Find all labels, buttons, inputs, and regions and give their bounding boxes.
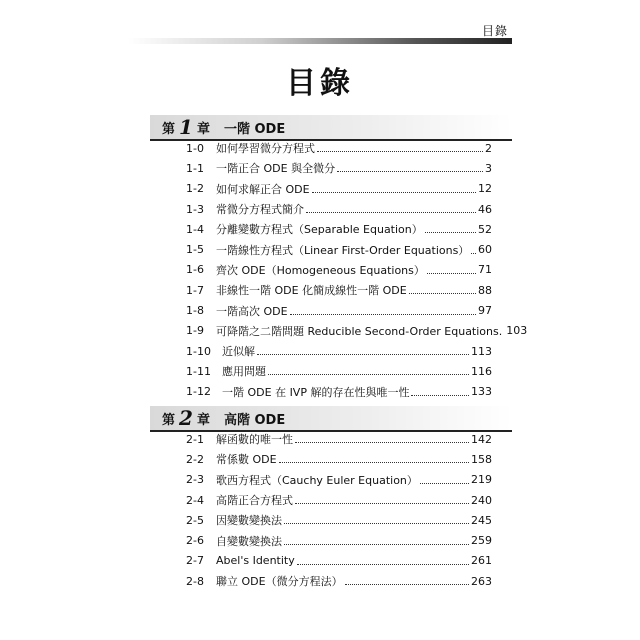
toc-leader-dots xyxy=(306,211,476,213)
toc-section-title: 如何求解正合 ODE xyxy=(216,182,310,196)
toc-section-title: 齊次 ODE（Homogeneous Equations） xyxy=(216,263,425,277)
toc-page-number: 116 xyxy=(471,364,492,378)
toc-entry[interactable] xyxy=(186,138,492,158)
toc-section-number: 2-8 xyxy=(186,574,204,588)
toc-page-number: 240 xyxy=(471,493,492,507)
toc-section-title: 歌西方程式（Cauchy Euler Equation） xyxy=(216,473,418,487)
toc-section-title: 常微分方程式簡介 xyxy=(216,203,304,217)
toc-page-number: 52 xyxy=(478,222,492,236)
toc-page-number: 12 xyxy=(478,182,492,196)
toc-page-number: 60 xyxy=(478,243,492,257)
toc-section-title: 因變數變換法 xyxy=(216,514,282,528)
toc-entry[interactable] xyxy=(186,490,492,510)
toc-section-title: 常係數 ODE xyxy=(216,453,277,467)
toc-section-title: 一階 ODE 在 IVP 解的存在性與唯一性 xyxy=(222,385,410,399)
toc-leader-dots xyxy=(425,231,476,233)
toc-page-number: 133 xyxy=(471,385,492,399)
toc-section-number: 2-1 xyxy=(186,432,204,446)
toc-section-number: 1-6 xyxy=(186,263,204,277)
toc-entry[interactable] xyxy=(186,219,492,239)
toc-section-title: 一階線性方程式（Linear First-Order Equations） xyxy=(216,243,470,257)
chapter-number: 2 xyxy=(179,406,193,430)
toc-page-number: 88 xyxy=(478,283,492,297)
chapter-title: 一階 ODE xyxy=(223,121,286,137)
toc-leader-dots xyxy=(268,373,469,375)
chapter-suffix: 章 xyxy=(196,412,210,428)
toc-leader-dots xyxy=(409,292,476,294)
chapter-suffix: 章 xyxy=(196,121,210,137)
toc-entry[interactable] xyxy=(186,239,492,259)
toc-section-title: 近似解 xyxy=(222,345,255,359)
toc-section-title: 分離變數方程式（Separable Equation） xyxy=(216,223,423,237)
toc-page-number: 219 xyxy=(471,473,492,487)
toc-entry[interactable] xyxy=(186,199,492,219)
toc-section-title: 解函數的唯一性 xyxy=(216,433,293,447)
toc-list xyxy=(186,138,528,402)
toc-leader-dots xyxy=(284,522,469,524)
toc-section-number: 1-4 xyxy=(186,222,204,236)
toc-entry[interactable] xyxy=(186,158,492,178)
toc-leader-dots xyxy=(317,150,483,152)
toc-page-number: 142 xyxy=(471,432,492,446)
running-head: 目錄 xyxy=(481,24,508,38)
toc-entry[interactable] xyxy=(186,429,492,449)
toc-section-number: 2-5 xyxy=(186,513,204,527)
toc-section-title: 一階正合 ODE 與全微分 xyxy=(216,162,336,176)
toc-section-number: 1-8 xyxy=(186,304,204,318)
toc-entry[interactable] xyxy=(186,382,492,402)
toc-entry[interactable] xyxy=(186,470,492,490)
page-title: 目錄 xyxy=(286,66,354,101)
toc-section-title: 非線性一階 ODE 化簡成線性一階 ODE xyxy=(216,284,407,298)
toc-leader-dots xyxy=(290,313,476,315)
toc-section-number: 1-0 xyxy=(186,141,204,155)
toc-entry[interactable] xyxy=(186,300,492,320)
toc-section-number: 1-2 xyxy=(186,182,204,196)
toc-section-number: 1-10 xyxy=(186,344,211,358)
toc-page-number: 2 xyxy=(485,141,492,155)
toc-section-title: 高階正合方程式 xyxy=(216,494,293,508)
toc-entry[interactable] xyxy=(186,551,492,571)
toc-section-number: 1-11 xyxy=(186,364,211,378)
toc-page-number: 103 xyxy=(506,324,528,338)
toc-leader-dots xyxy=(471,252,476,254)
toc-section-number: 1-12 xyxy=(186,385,211,399)
toc-entry[interactable] xyxy=(186,321,528,341)
toc-section-number: 1-1 xyxy=(186,161,204,175)
chapter-prefix: 第 xyxy=(162,121,176,137)
toc-entry[interactable] xyxy=(186,179,492,199)
toc-leader-dots xyxy=(427,272,476,274)
toc-leader-dots xyxy=(295,441,469,443)
toc-leader-dots xyxy=(297,563,469,565)
toc-section-number: 2-4 xyxy=(186,493,204,507)
header-rule xyxy=(128,38,512,44)
toc-entry[interactable] xyxy=(186,530,492,550)
toc-leader-dots xyxy=(295,502,469,504)
toc-page-number: 71 xyxy=(478,263,492,277)
toc-page-number: 245 xyxy=(471,513,492,527)
toc-list xyxy=(186,429,492,591)
toc-leader-dots xyxy=(284,543,469,545)
toc-section-number: 1-5 xyxy=(186,243,204,257)
toc-section-number: 2-3 xyxy=(186,473,204,487)
toc-entry[interactable] xyxy=(186,510,492,530)
toc-entry[interactable] xyxy=(186,571,492,591)
toc-entry[interactable] xyxy=(186,361,492,381)
toc-section-title: 聯立 ODE（微分方程法） xyxy=(216,575,343,589)
toc-section-title: 自變數變換法 xyxy=(216,534,282,548)
toc-entry[interactable] xyxy=(186,449,492,469)
toc-leader-dots xyxy=(257,353,469,355)
toc-page-number: 158 xyxy=(471,452,492,466)
toc-leader-dots xyxy=(279,461,469,463)
toc-section-number: 1-3 xyxy=(186,202,204,216)
toc-section-number: 1-9 xyxy=(186,324,204,338)
toc-page-number: 97 xyxy=(478,304,492,318)
toc-leader-dots xyxy=(312,191,476,193)
toc-entry[interactable] xyxy=(186,280,492,300)
toc-entry[interactable] xyxy=(186,341,492,361)
toc-page-number: 259 xyxy=(471,534,492,548)
toc-section-number: 2-7 xyxy=(186,554,204,568)
chapter-title: 高階 ODE xyxy=(223,412,286,428)
toc-section-title: Abel's Identity xyxy=(216,554,295,568)
toc-leader-dots xyxy=(411,394,469,396)
toc-entry[interactable] xyxy=(186,260,492,280)
toc-section-title: 如何學習微分方程式 xyxy=(216,142,315,156)
toc-section-title: 應用問題 xyxy=(222,365,266,379)
toc-section-title: 可降階之二階問題 Reducible Second-Order Equations. xyxy=(216,324,503,338)
toc-page-number: 263 xyxy=(471,574,492,588)
toc-leader-dots xyxy=(345,583,469,585)
toc-section-number: 2-2 xyxy=(186,452,204,466)
toc-page-number: 46 xyxy=(478,202,492,216)
toc-section-title: 一階高次 ODE xyxy=(216,304,288,318)
toc-page-number: 3 xyxy=(485,161,492,175)
toc-section-number: 2-6 xyxy=(186,534,204,548)
toc-leader-dots xyxy=(337,170,483,172)
chapter-number: 1 xyxy=(179,115,193,139)
chapter-prefix: 第 xyxy=(162,412,176,428)
toc-section-number: 1-7 xyxy=(186,283,204,297)
toc-page-number: 261 xyxy=(471,554,492,568)
toc-leader-dots xyxy=(420,482,469,484)
toc-page-number: 113 xyxy=(471,344,492,358)
